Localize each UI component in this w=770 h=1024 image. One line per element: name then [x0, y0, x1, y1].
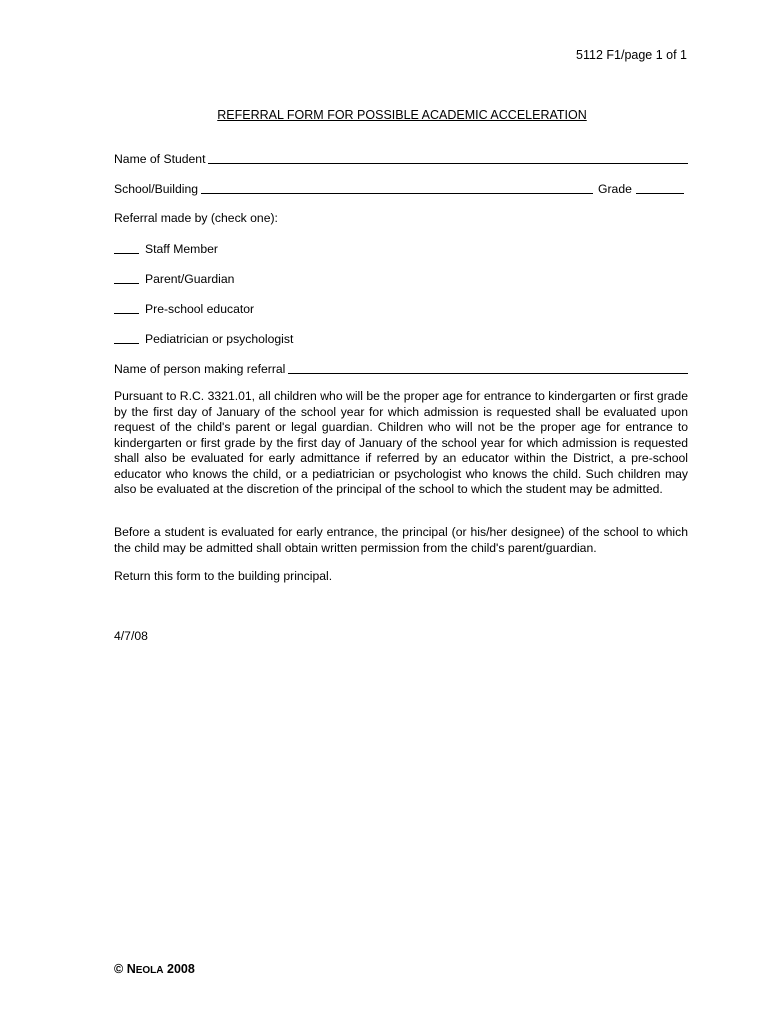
brand-name: [127, 962, 164, 976]
option-pediatrician-psychologist: [114, 331, 293, 346]
student-name-field[interactable]: [208, 151, 688, 164]
referrer-field[interactable]: [288, 361, 688, 374]
check-blank[interactable]: [114, 271, 139, 284]
statute-paragraph: Pursuant to R.C. 3321.01, all children who will be the proper age for entrance to kindergarten or first grade by the first day of January of the school year for which admission is requested shall be evaluated upon request of the child's parent or legal guardian. Children who will not be the proper age for entrance to kindergarten or first grade by the first day of January of the school year for which admission is requested shall also be evaluated for early admittance if referred by an educator within the District, a pre-school educator who knows the child, or a pediatrician or psychologist who knows the child. Such children may also be evaluated at the discretion of the principal of the school to which the student may be admitted.: [114, 389, 688, 496]
option-staff-member: [114, 241, 218, 256]
student-name-row: [114, 151, 688, 166]
option-preschool-educator: [114, 301, 254, 316]
page-reference: 5112 F1/page 1 of 1: [576, 48, 687, 62]
option-label: Parent/Guardian: [145, 272, 235, 286]
option-label: Staff Member: [145, 242, 218, 256]
form-title: REFERRAL FORM FOR POSSIBLE ACADEMIC ACCELERATION: [217, 108, 587, 122]
copyright-notice: [114, 962, 195, 976]
school-building-field[interactable]: [201, 181, 593, 194]
option-label: Pediatrician or psychologist: [145, 332, 294, 346]
check-blank[interactable]: [114, 301, 139, 314]
option-label: Pre-school educator: [145, 302, 255, 316]
permission-paragraph: Before a student is evaluated for early entrance, the principal (or his/her designee) of the school to which the child may be admitted shall obtain written permission from the child's parent/guardian.: [114, 525, 688, 555]
referrer-row: [114, 361, 688, 376]
referrer-label: Name of person making referral: [114, 362, 286, 376]
check-blank[interactable]: [114, 331, 139, 344]
student-name-label: Name of Student: [114, 152, 206, 166]
revision-date: 4/7/08: [114, 629, 148, 643]
copyright-year: 2008: [167, 962, 195, 976]
school-building-label: School/Building: [114, 182, 199, 196]
referral-heading: Referral made by (check one):: [114, 211, 278, 225]
grade-field[interactable]: [636, 181, 684, 194]
copyright-icon: ©: [114, 962, 124, 976]
check-blank[interactable]: [114, 241, 139, 254]
brand-rest: EOLA: [135, 965, 164, 976]
school-building-row: [114, 181, 688, 196]
grade-label: Grade: [598, 182, 632, 196]
option-parent-guardian: [114, 271, 234, 286]
return-instruction: Return this form to the building principal.: [114, 569, 333, 583]
brand-initial: N: [126, 962, 136, 976]
